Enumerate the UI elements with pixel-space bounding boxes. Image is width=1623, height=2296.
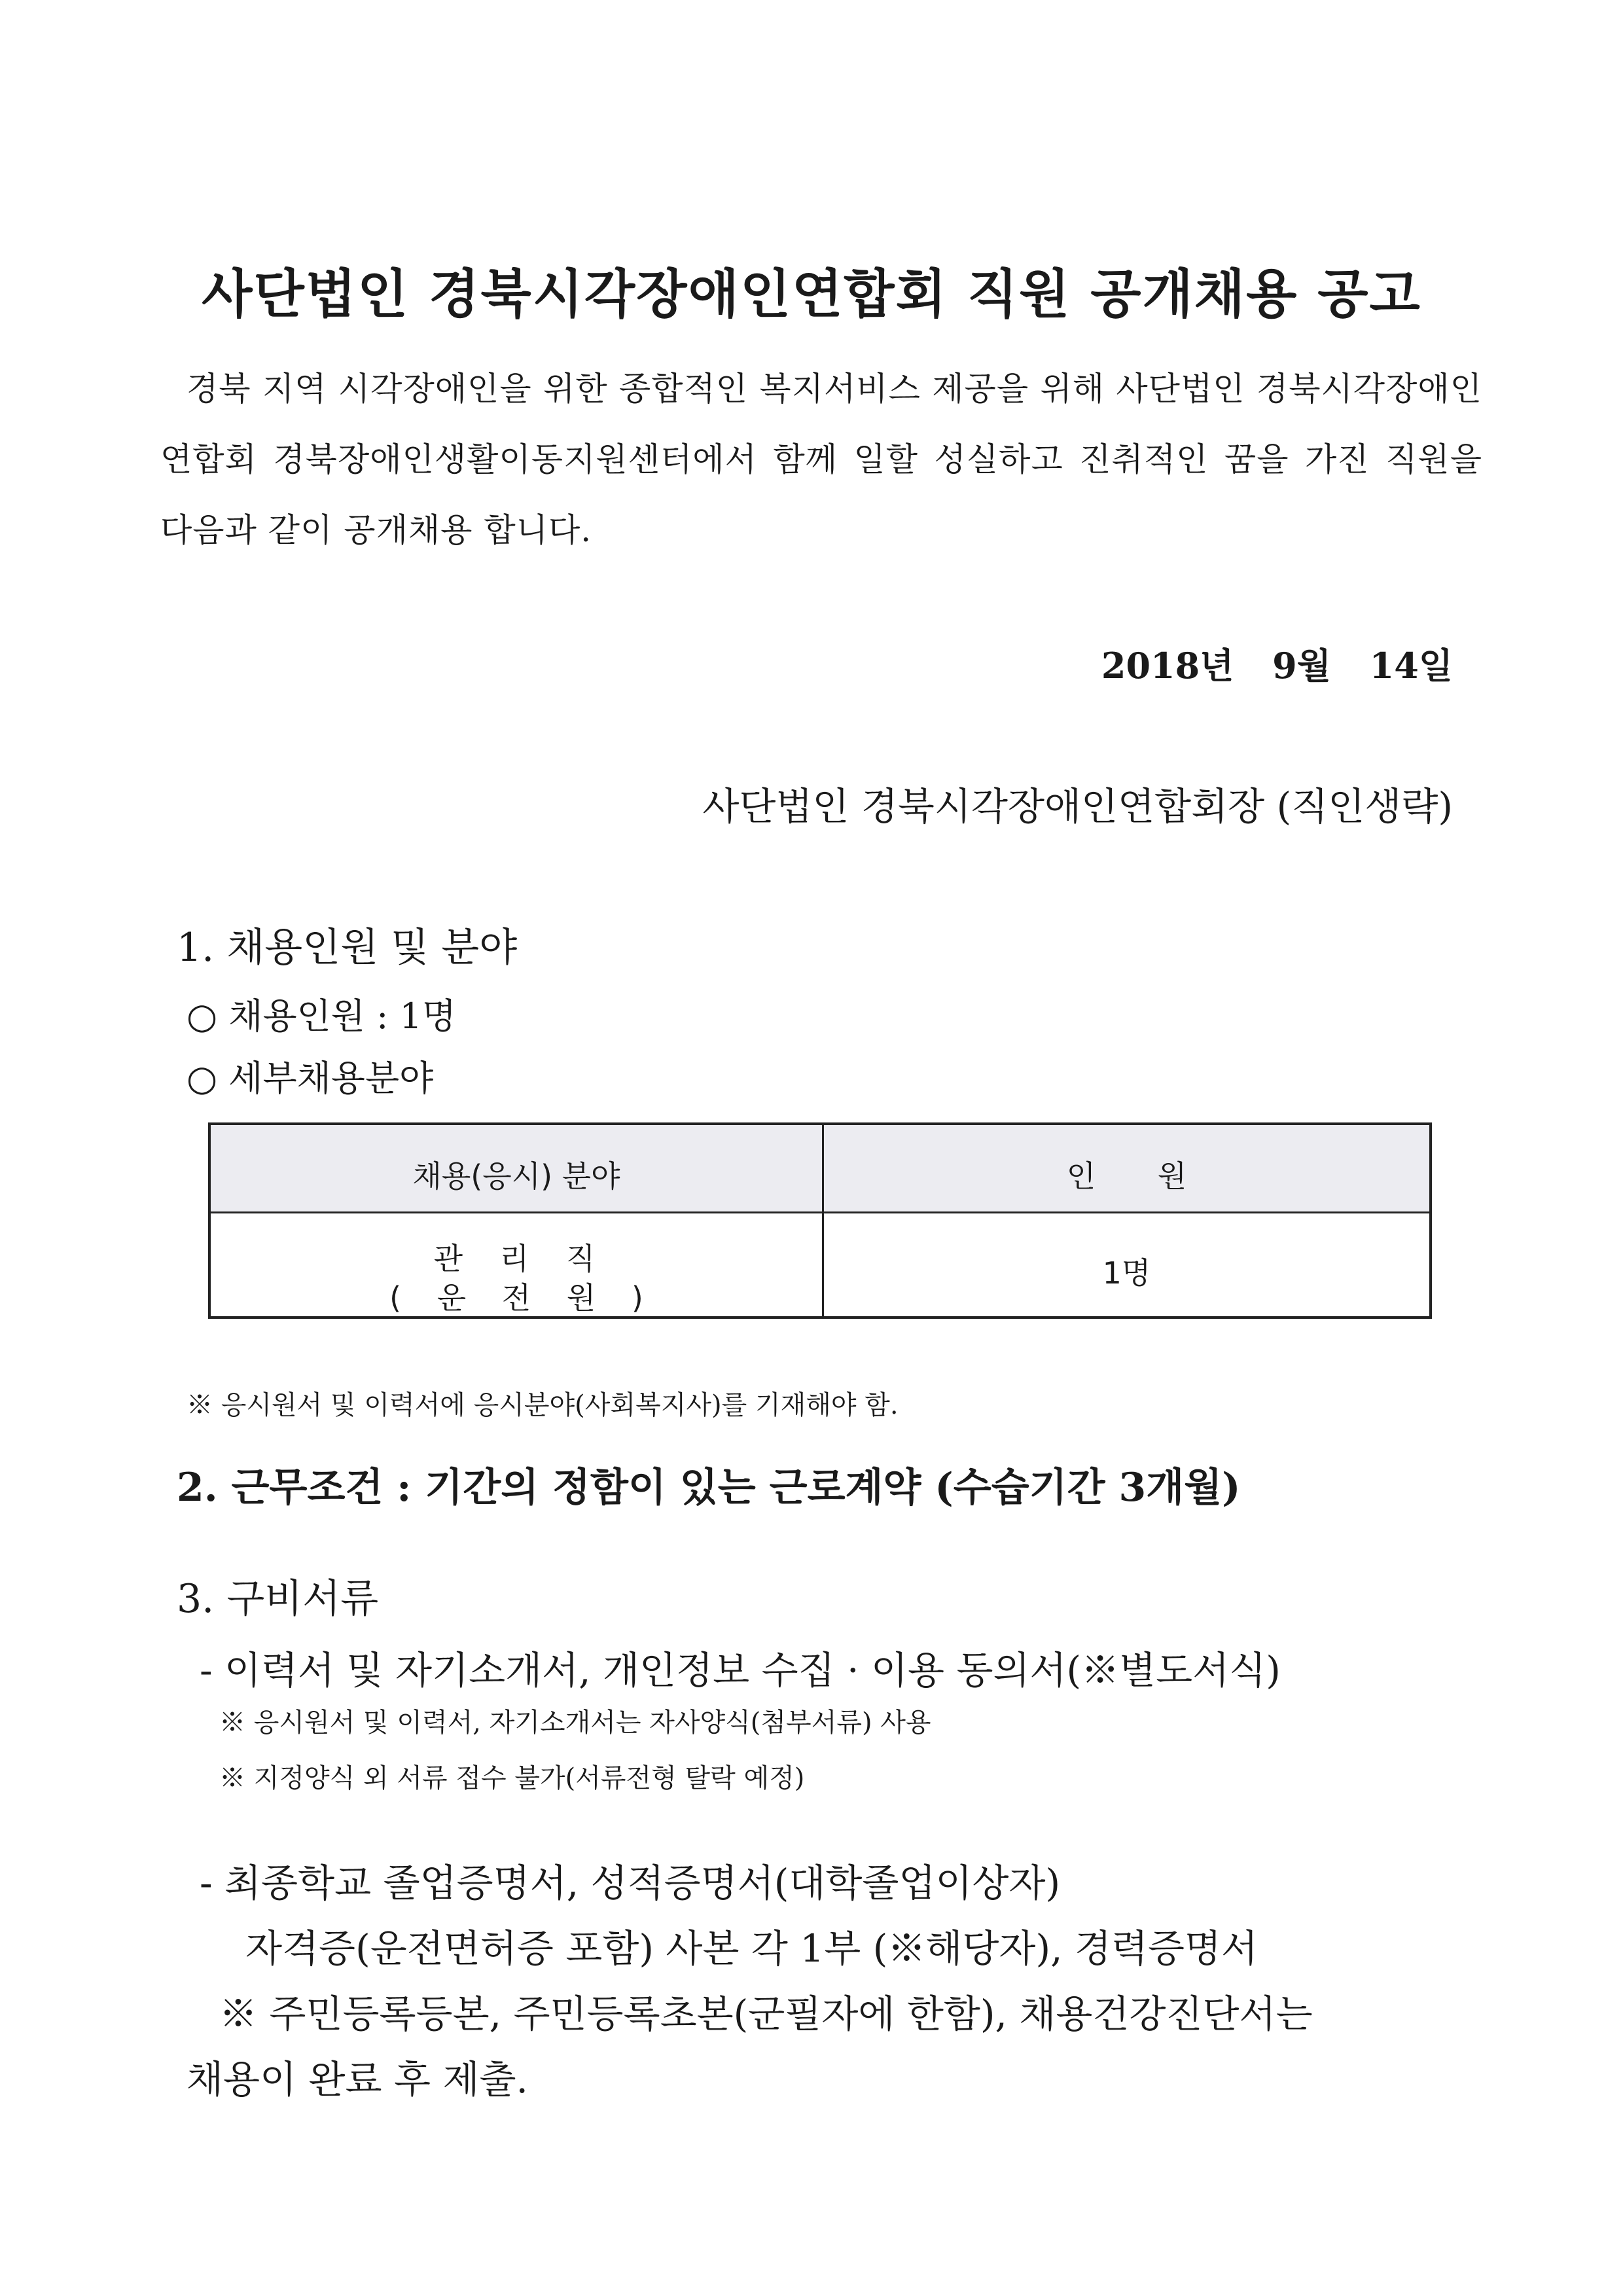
table-cell-field-line2: ( 운 전 원 ) bbox=[389, 1280, 643, 1316]
section-1-note: ※ 응시원서 및 이력서에 응시분야(사회복지사)를 기재해야 함. bbox=[187, 1390, 899, 1420]
recruit-field-bullet: ○ 세부채용분야 bbox=[187, 1058, 434, 1099]
documents-note-2: ※ 지정양식 외 서류 접수 불가(서류전형 탈락 예정) bbox=[219, 1763, 805, 1793]
page-title: 사단법인 경북시각장애인연합회 직원 공개채용 공고 bbox=[202, 264, 1421, 325]
table-cell-count: 1명 bbox=[1102, 1255, 1151, 1291]
intro-paragraph: 경북 지역 시각장애인을 위한 종합적인 복지서비스 제공을 위해 사단법인 경북시각장애인연합회 경북장애인생활이동지원센터에서 함께 일할 성실하고 진취적인 꿈을 가진 직원을 다음과 같이 공개채용 합니다. bbox=[160, 370, 1482, 549]
documents-item-1: - 이력서 및 자기소개서, 개인정보 수집 · 이용 동의서(※별도서식) bbox=[200, 1648, 1281, 1693]
recruit-count-bullet: ○ 채용인원 : 1명 bbox=[187, 996, 456, 1037]
table-cell-field-line1: 관 리 직 bbox=[433, 1241, 599, 1276]
recruitment-table bbox=[208, 1122, 1432, 1319]
documents-note-1: ※ 응시원서 및 이력서, 자기소개서는 자사양식(첨부서류) 사용 bbox=[219, 1708, 931, 1738]
table-header-field: 채용(응시) 분야 bbox=[412, 1158, 620, 1194]
issuer-line: 사단법인 경북시각장애인연합회장 (직인생략) bbox=[702, 784, 1453, 829]
documents-item-2-line4: 채용이 완료 후 제출. bbox=[187, 2057, 528, 2102]
documents-item-2-line3: ※ 주민등록등본, 주민등록초본(군필자에 한함), 채용건강진단서는 bbox=[219, 1992, 1313, 2036]
table-header-count: 인 원 bbox=[1066, 1158, 1187, 1194]
documents-item-2-line1: - 최종학교 졸업증명서, 성적증명서(대학졸업이상자) bbox=[200, 1861, 1061, 1905]
section-2-heading: 2. 근무조건 : 기간의 정함이 있는 근로계약 (수습기간 3개월) bbox=[177, 1465, 1241, 1511]
section-1-heading: 1. 채용인원 및 분야 bbox=[177, 925, 518, 971]
announcement-date: 2018년 9월 14일 bbox=[1101, 645, 1453, 687]
section-3-heading: 3. 구비서류 bbox=[177, 1576, 379, 1622]
documents-item-2-line2: 자격증(운전면허증 포함) 사본 각 1부 (※해당자), 경력증명서 bbox=[245, 1926, 1258, 1971]
